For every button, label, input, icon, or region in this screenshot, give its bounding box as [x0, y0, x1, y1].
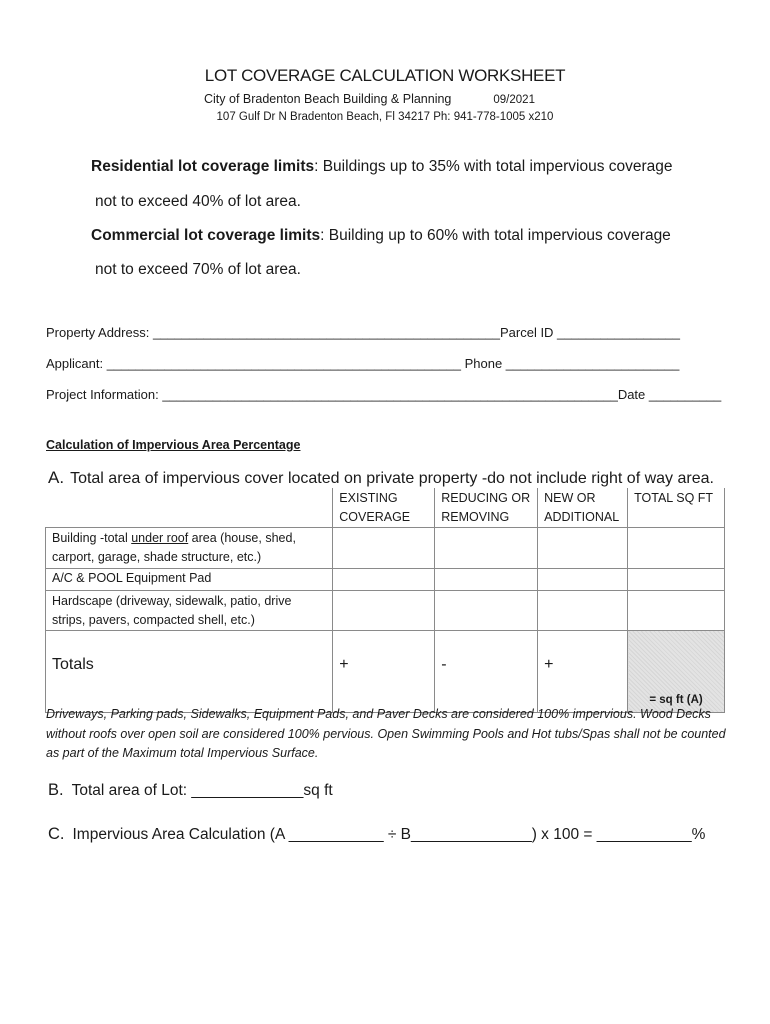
building-reducing-input[interactable] [435, 528, 538, 569]
section-c-letter: C. [48, 825, 65, 843]
col-new-additional: NEW OR ADDITIONAL [538, 488, 628, 528]
impervious-area-table [45, 488, 725, 713]
totals-sqft-a-cell[interactable] [628, 631, 725, 713]
ac-pool-new-input[interactable] [538, 569, 628, 591]
commercial-limits-cont: not to exceed 70% of lot area. [95, 261, 301, 278]
residential-limits-label: Residential lot coverage limits [91, 158, 315, 175]
hardscape-new-input[interactable] [538, 591, 628, 631]
property-address-field[interactable]: Property Address: ________________________________________________Parcel ID _________________ [46, 325, 680, 340]
commercial-limits-text: : Building up to 60% with total impervious coverage [320, 227, 671, 244]
address-line: 107 Gulf Dr N Bradenton Beach, Fl 34217 Ph: 941-778-1005 x210 [216, 111, 554, 123]
section-a-letter: A. [48, 468, 65, 487]
hardscape-reducing-input[interactable] [435, 591, 538, 631]
calculation-heading: Calculation of Impervious Area Percentage [46, 438, 301, 452]
section-a-text: Total area of impervious cover located on private property -do not include right of way area. [70, 470, 714, 487]
commercial-limits [91, 227, 671, 245]
lot-area-field[interactable]: Total area of Lot: _____________sq ft [71, 782, 333, 799]
table-header-row [46, 488, 725, 528]
section-a-heading [48, 468, 714, 488]
totals-reducing-cell[interactable]: - [435, 631, 538, 713]
row-label-hardscape: Hardscape (driveway, sidewalk, patio, drive strips, pavers, compacted shell, etc.) [46, 591, 333, 631]
applicant-field[interactable]: Applicant: _________________________________________________ Phone ________________________ [46, 356, 680, 371]
department-name: City of Bradenton Beach Building & Planning [204, 92, 452, 106]
totals-result-label: = sq ft (A) [649, 694, 703, 706]
table-row-building [46, 528, 725, 569]
residential-limits [91, 158, 673, 176]
totals-existing-cell[interactable]: + [333, 631, 435, 713]
row-label-building: Building -total under roof area (house, shed, carport, garage, shade structure, etc.) [46, 528, 333, 569]
hardscape-existing-input[interactable] [333, 591, 435, 631]
table-row-hardscape [46, 591, 725, 631]
col-existing-coverage: EXISTING COVERAGE [333, 488, 435, 528]
hardscape-total-input[interactable] [628, 591, 725, 631]
col-reducing-removing: REDUCING OR REMOVING [435, 488, 538, 528]
section-c [48, 825, 705, 844]
revision-date: 09/2021 [493, 94, 535, 106]
col-total-sqft: TOTAL SQ FT [628, 488, 725, 528]
residential-limits-cont: not to exceed 40% of lot area. [95, 193, 301, 210]
department-line [204, 92, 535, 106]
project-information-field[interactable]: Project Information: _______________________________________________________________Date __________ [46, 387, 722, 402]
table-row-ac-pool [46, 569, 725, 591]
building-existing-input[interactable] [333, 528, 435, 569]
impervious-calculation-field[interactable]: Impervious Area Calculation (A ___________ ÷ B______________) x 100 = ___________% [72, 826, 706, 843]
building-new-input[interactable] [538, 528, 628, 569]
row-label-ac-pool: A/C & POOL Equipment Pad [46, 569, 333, 591]
table-row-totals [46, 631, 725, 713]
residential-limits-text: : Buildings up to 35% with total impervious coverage [314, 158, 673, 175]
totals-label: Totals [46, 631, 333, 713]
header-blank-cell [46, 488, 333, 528]
commercial-limits-label: Commercial lot coverage limits [91, 227, 321, 244]
section-b [48, 781, 333, 800]
ac-pool-total-input[interactable] [628, 569, 725, 591]
ac-pool-reducing-input[interactable] [435, 569, 538, 591]
totals-new-cell[interactable]: + [538, 631, 628, 713]
impervious-note: Driveways, Parking pads, Sidewalks, Equipment Pads, and Paver Decks are considered 100% impervious. Wood Decks without roofs over open soil are considered 100% pervious. Open Swimming Pools and Hot tubs/Spas shall not be counted as part of the Maximum total Impervious Surface. [46, 707, 726, 760]
ac-pool-existing-input[interactable] [333, 569, 435, 591]
section-b-letter: B. [48, 781, 64, 799]
page-title: LOT COVERAGE CALCULATION WORKSHEET [204, 66, 566, 85]
building-total-input[interactable] [628, 528, 725, 569]
